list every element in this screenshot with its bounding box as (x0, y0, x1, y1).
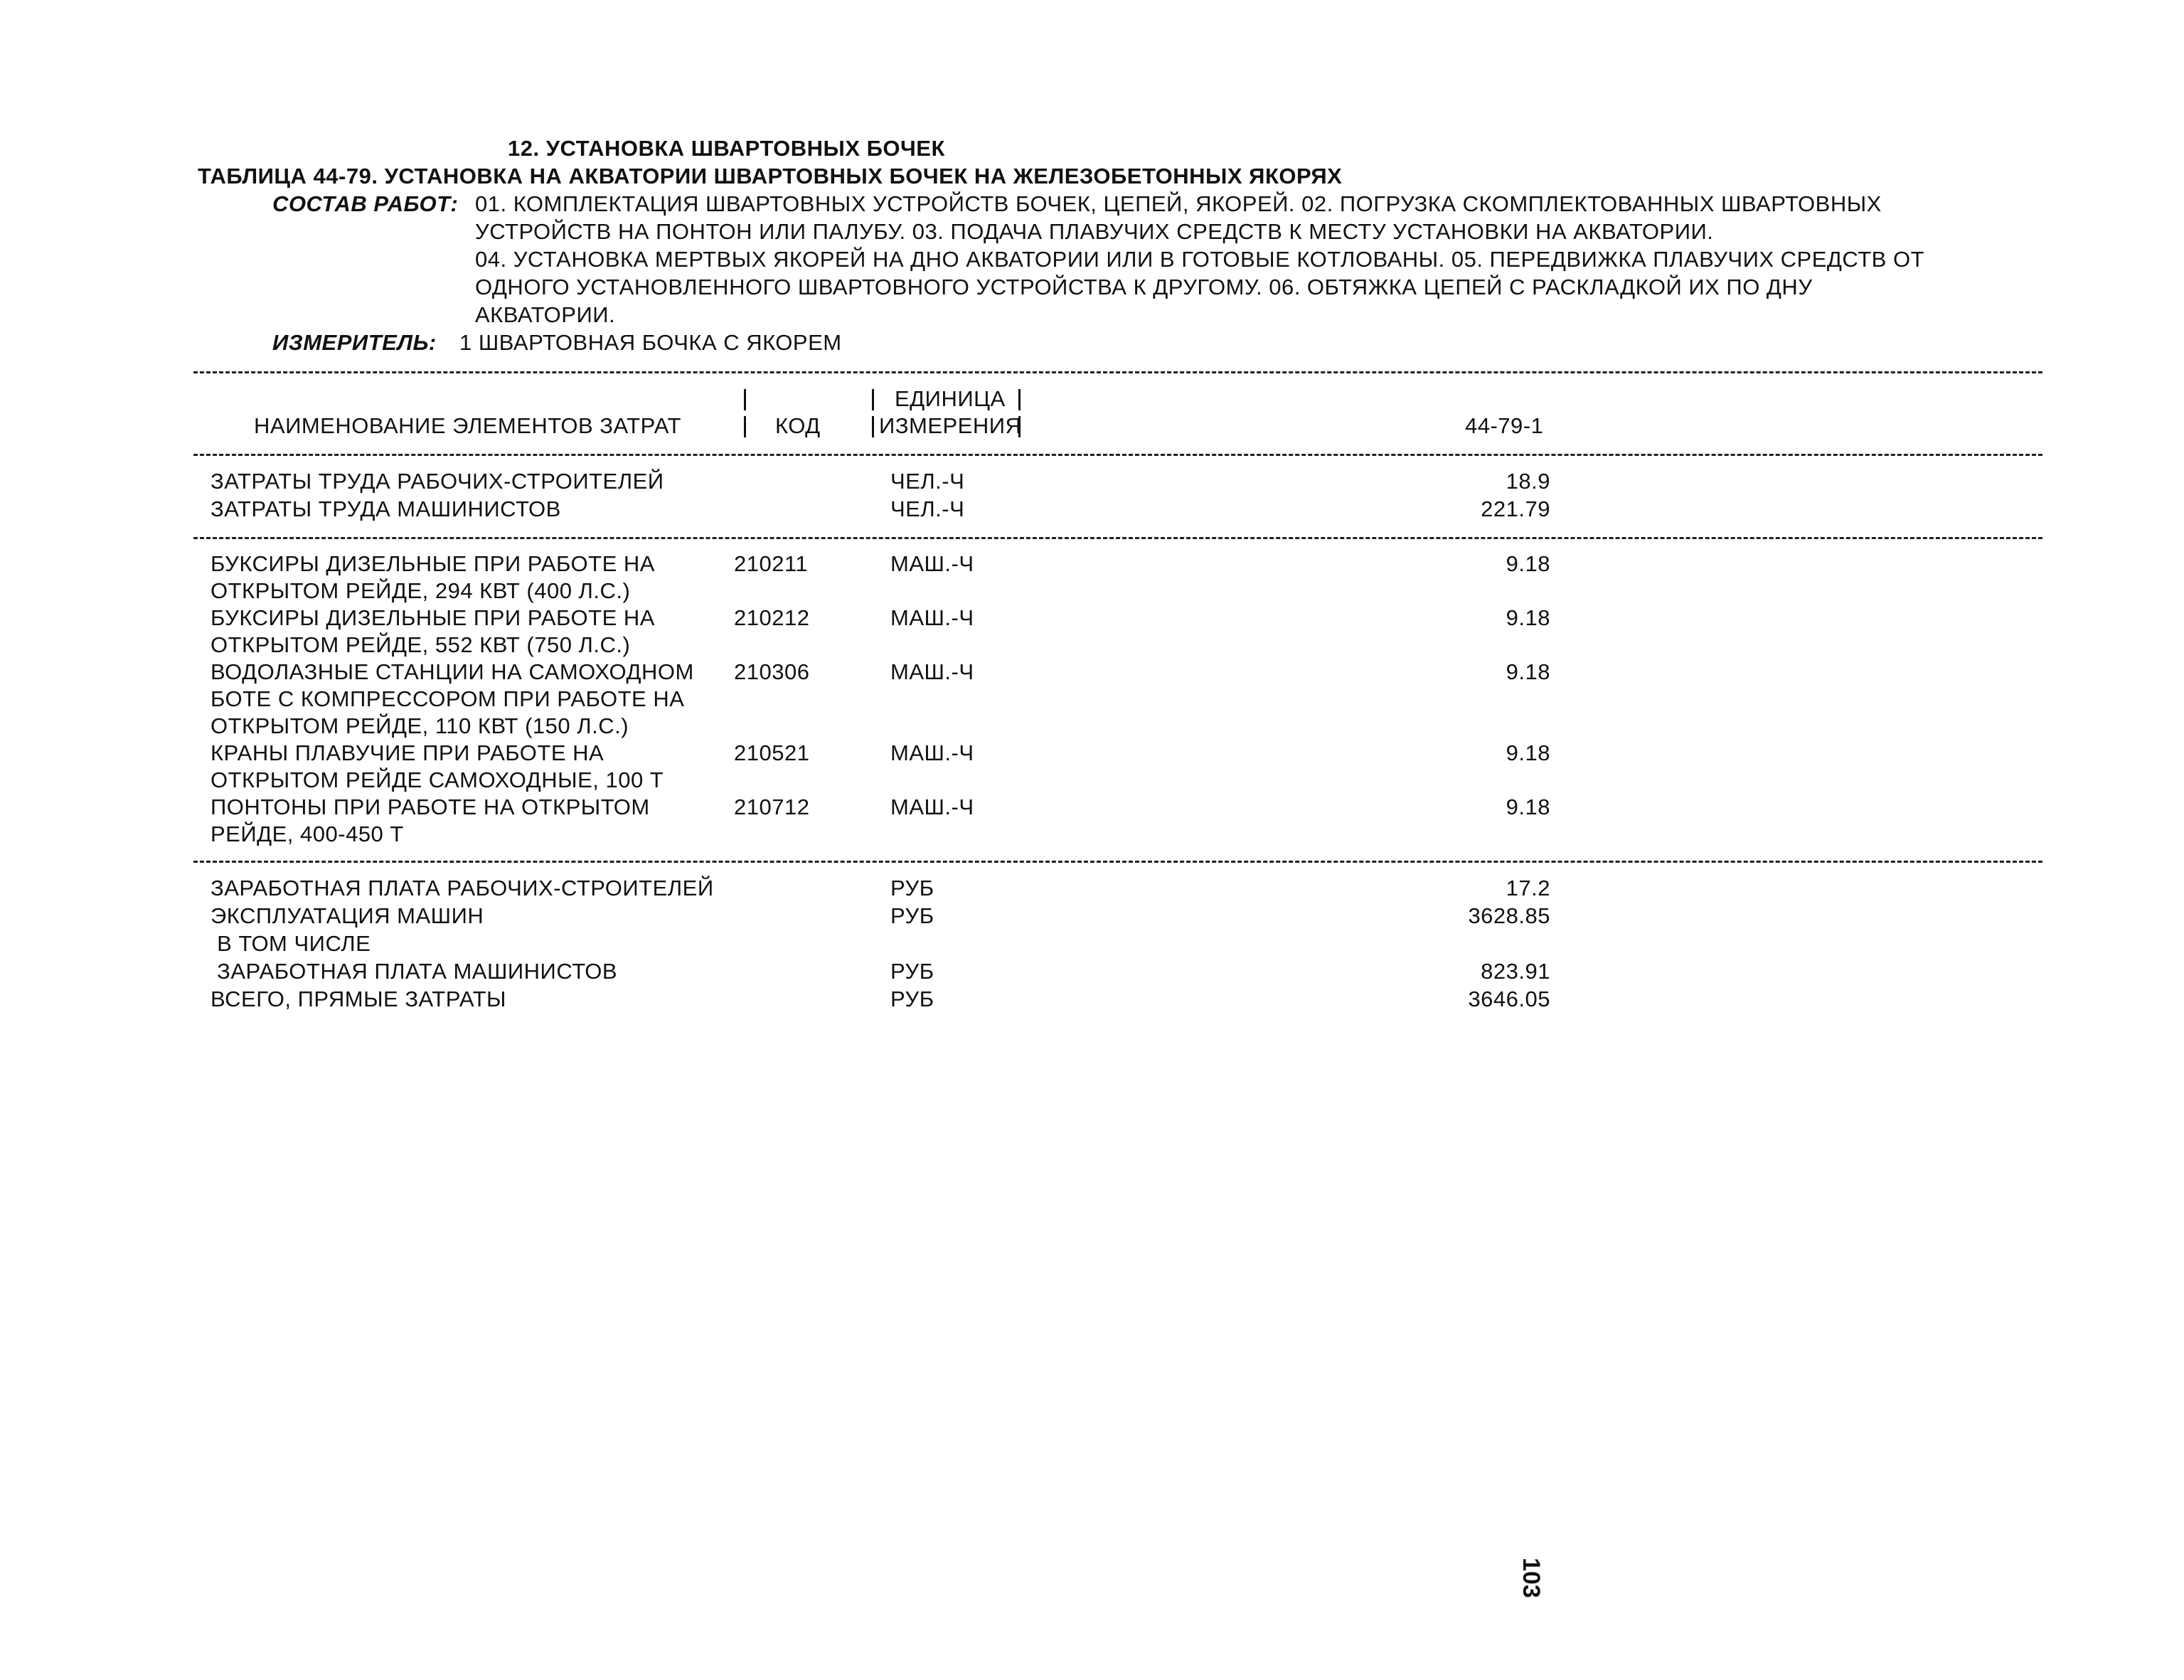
row-name: ВСЕГО, ПРЯМЫЕ ЗАТРАТЫ (211, 987, 506, 1011)
row-name: ПОНТОНЫ ПРИ РАБОТЕ НА ОТКРЫТОМ (211, 794, 650, 819)
composition-line: ОДНОГО УСТАНОВЛЕННОГО ШВАРТОВНОГО УСТРОЙСТВА К ДРУГОМУ. 06. ОБТЯЖКА ЦЕПЕЙ С РАСКЛАДКОЙ ИХ ПО ДНУ (475, 275, 1813, 299)
section-rule (193, 861, 2042, 863)
row-unit: МАШ.-Ч (890, 551, 974, 576)
header-code: КОД (775, 413, 821, 438)
row-unit: РУБ (890, 903, 934, 928)
row-name: ЭКСПЛУАТАЦИЯ МАШИН (211, 903, 484, 928)
row-name: ОТКРЫТОМ РЕЙДЕ САМОХОДНЫЕ, 100 Т (211, 767, 664, 792)
column-separator (872, 389, 874, 410)
row-code: 210212 (734, 605, 810, 630)
column-separator (744, 416, 746, 437)
row-value: 9.18 (1506, 605, 1550, 630)
row-value: 221.79 (1481, 496, 1550, 521)
row-code: 210521 (734, 740, 810, 765)
meter-label: ИЗМЕРИТЕЛЬ: (272, 330, 437, 355)
meter-value: 1 ШВАРТОВНАЯ БОЧКА С ЯКОРЕМ (459, 330, 842, 355)
table-title: ТАБЛИЦА 44-79. УСТАНОВКА НА АКВАТОРИИ ШВАРТОВНЫХ БОЧЕК НА ЖЕЛЕЗОБЕТОННЫХ ЯКОРЯХ (198, 164, 1343, 188)
row-value: 17.2 (1506, 876, 1550, 900)
row-name: ОТКРЫТОМ РЕЙДЕ, 110 КВТ (150 Л.С.) (211, 713, 629, 738)
page-number: 103 (1518, 1558, 1545, 1598)
column-separator (1018, 389, 1021, 410)
row-name: ОТКРЫТОМ РЕЙДЕ, 552 КВТ (750 Л.С.) (211, 632, 631, 657)
row-unit: РУБ (890, 987, 934, 1011)
composition-line: АКВАТОРИИ. (475, 302, 616, 327)
table-top-rule (193, 371, 2042, 373)
row-name: ЗАРАБОТНАЯ ПЛАТА РАБОЧИХ-СТРОИТЕЛЕЙ (211, 876, 714, 900)
header-bottom-rule (193, 454, 2042, 456)
row-name: ОТКРЫТОМ РЕЙДЕ, 294 КВТ (400 Л.С.) (211, 578, 631, 603)
row-name: ЗАТРАТЫ ТРУДА РАБОЧИХ-СТРОИТЕЛЕЙ (211, 469, 664, 494)
section-rule (193, 537, 2042, 539)
row-code: 210306 (734, 659, 810, 684)
row-name: ЗАРАБОТНАЯ ПЛАТА МАШИНИСТОВ (211, 959, 618, 984)
composition-line: 04. УСТАНОВКА МЕРТВЫХ ЯКОРЕЙ НА ДНО АКВАТОРИИ ИЛИ В ГОТОВЫЕ КОТЛОВАНЫ. 05. ПЕРЕДВИЖКА ПЛАВУЧИХ СРЕДСТВ ОТ (475, 247, 1925, 272)
row-unit: ЧЕЛ.-Ч (890, 496, 965, 521)
row-code: 210712 (734, 794, 810, 819)
row-value: 18.9 (1506, 469, 1550, 494)
row-unit: МАШ.-Ч (890, 659, 974, 684)
row-name: БУКСИРЫ ДИЗЕЛЬНЫЕ ПРИ РАБОТЕ НА (211, 605, 655, 630)
row-name: КРАНЫ ПЛАВУЧИЕ ПРИ РАБОТЕ НА (211, 740, 604, 765)
row-name: БУКСИРЫ ДИЗЕЛЬНЫЕ ПРИ РАБОТЕ НА (211, 551, 655, 576)
row-unit: РУБ (890, 959, 934, 984)
header-name: НАИМЕНОВАНИЕ ЭЛЕМЕНТОВ ЗАТРАТ (254, 413, 681, 438)
header-unit-line2: ИЗМЕРЕНИЯ (879, 413, 1022, 438)
composition-label: СОСТАВ РАБОТ: (272, 191, 459, 216)
composition-line: 01. КОМПЛЕКТАЦИЯ ШВАРТОВНЫХ УСТРОЙСТВ БОЧЕК, ЦЕПЕЙ, ЯКОРЕЙ. 02. ПОГРУЗКА СКОМПЛЕКТОВАННЫХ ШВАРТОВНЫХ (475, 191, 1882, 216)
header-column-code: 44-79-1 (1465, 413, 1544, 438)
row-code: 210211 (734, 551, 809, 576)
row-value: 9.18 (1506, 659, 1550, 684)
row-unit: МАШ.-Ч (890, 605, 974, 630)
section-title: 12. УСТАНОВКА ШВАРТОВНЫХ БОЧЕК (508, 136, 945, 161)
row-unit: РУБ (890, 876, 934, 900)
row-name: В ТОМ ЧИСЛЕ (211, 931, 371, 956)
column-separator (744, 389, 746, 410)
row-value: 823.91 (1481, 959, 1550, 984)
row-value: 9.18 (1506, 551, 1550, 576)
row-unit: ЧЕЛ.-Ч (890, 469, 965, 494)
row-unit: МАШ.-Ч (890, 740, 974, 765)
row-name: ЗАТРАТЫ ТРУДА МАШИНИСТОВ (211, 496, 561, 521)
row-name: ВОДОЛАЗНЫЕ СТАНЦИИ НА САМОХОДНОМ (211, 659, 694, 684)
header-unit-line1: ЕДИНИЦА (895, 386, 1006, 411)
row-value: 9.18 (1506, 740, 1550, 765)
row-name: РЕЙДЕ, 400-450 Т (211, 822, 404, 846)
row-value: 3628.85 (1468, 903, 1550, 928)
composition-line: УСТРОЙСТВ НА ПОНТОН ИЛИ ПАЛУБУ. 03. ПОДАЧА ПЛАВУЧИХ СРЕДСТВ К МЕСТУ УСТАНОВКИ НА АКВАТОРИИ. (475, 219, 1714, 244)
row-value: 9.18 (1506, 794, 1550, 819)
row-value: 3646.05 (1468, 987, 1550, 1011)
column-separator (872, 416, 874, 437)
row-unit: МАШ.-Ч (890, 794, 974, 819)
row-name: БОТЕ С КОМПРЕССОРОМ ПРИ РАБОТЕ НА (211, 686, 685, 711)
